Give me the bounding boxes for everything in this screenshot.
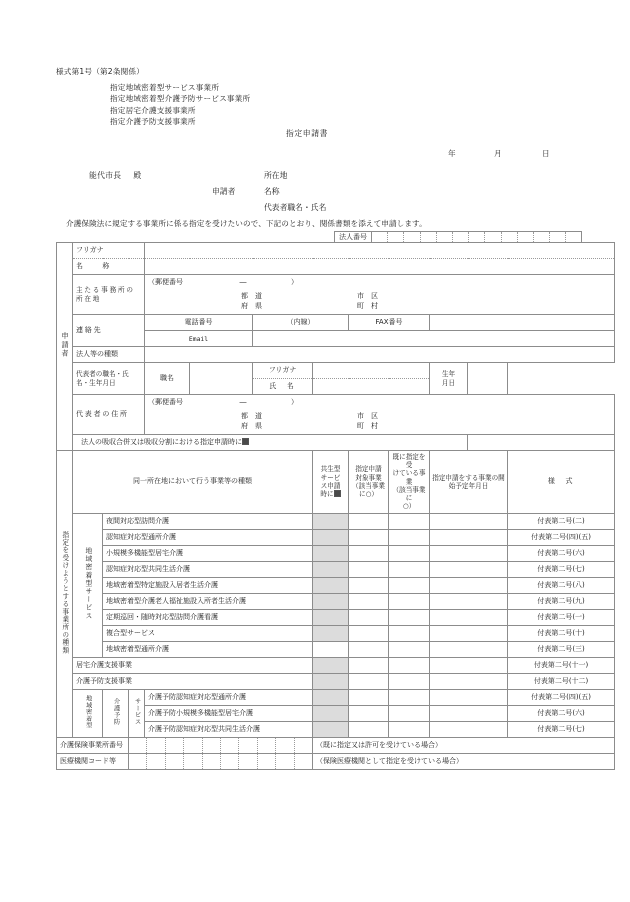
fax-label: FAX番号 bbox=[349, 315, 430, 331]
contact-label: 連絡先 bbox=[73, 315, 145, 347]
kyosei-cell[interactable] bbox=[313, 561, 349, 577]
kyosei-cell[interactable] bbox=[313, 673, 349, 689]
startdate-cell[interactable] bbox=[430, 689, 508, 705]
startdate-cell[interactable] bbox=[430, 625, 508, 641]
existing-cell[interactable] bbox=[389, 529, 430, 545]
table-row bbox=[57, 609, 615, 625]
target-cell[interactable] bbox=[349, 577, 389, 593]
insurance-office-number-note: （既に指定又は許可を受けている場合） bbox=[313, 737, 615, 753]
group-label-yobou-3: サービス bbox=[129, 689, 145, 737]
row-merger bbox=[57, 435, 615, 451]
email-label: Email bbox=[145, 331, 253, 347]
service-name: 複合型サービス bbox=[103, 625, 313, 641]
service-side-label: 指定を受けようとする事業所の種類 bbox=[57, 451, 73, 738]
postal-dash: ― bbox=[239, 278, 247, 287]
applicant-label: 申請者 bbox=[212, 187, 236, 196]
kyosei-cell[interactable] bbox=[313, 705, 349, 721]
form-code: 付表第二号(四)(五) bbox=[508, 689, 615, 705]
group-label-chiiki: 地域密着型サービス bbox=[73, 513, 103, 657]
table-row bbox=[57, 513, 615, 529]
existing-cell[interactable] bbox=[389, 673, 430, 689]
applicant-side-label: 申請者 bbox=[57, 243, 73, 451]
form-code: 付表第二号(九) bbox=[508, 593, 615, 609]
form-code: 付表第二号(二) bbox=[508, 513, 615, 529]
insurance-office-number-label: 介護保険事業所番号 bbox=[57, 737, 129, 753]
city-label: 市 区 町 村 bbox=[357, 292, 379, 310]
service-kind-header: 同一所在地において行う事業等の種類 bbox=[73, 451, 313, 514]
target-cell[interactable] bbox=[349, 625, 389, 641]
target-cell[interactable] bbox=[349, 689, 389, 705]
startdate-cell[interactable] bbox=[430, 609, 508, 625]
table-row bbox=[57, 577, 615, 593]
table-row bbox=[57, 641, 615, 657]
startdate-cell[interactable] bbox=[430, 673, 508, 689]
service-name: 地域密着型特定施設入居者生活介護 bbox=[103, 577, 313, 593]
addressee-name: 能代市長 bbox=[89, 171, 122, 180]
startdate-cell[interactable] bbox=[430, 529, 508, 545]
kyosei-cell[interactable] bbox=[313, 689, 349, 705]
row-corp-type bbox=[57, 347, 615, 363]
form-code: 付表第二号(一) bbox=[508, 609, 615, 625]
service-office-3: 指定介護予防支援事業所 bbox=[110, 117, 196, 127]
form-code: 付表第二号(十二) bbox=[508, 673, 615, 689]
document-title: 指定申請書 bbox=[286, 129, 328, 138]
phone-extension-label[interactable]: （内線） bbox=[253, 315, 349, 331]
form-code: 付表第二号(三) bbox=[508, 641, 615, 657]
startdate-cell[interactable] bbox=[430, 657, 508, 673]
table-row bbox=[57, 689, 615, 705]
target-cell[interactable] bbox=[349, 641, 389, 657]
row-rep-address bbox=[57, 395, 615, 411]
startdate-cell[interactable] bbox=[430, 593, 508, 609]
row-office-address bbox=[57, 275, 615, 291]
rep-pref-city-row[interactable] bbox=[145, 410, 615, 435]
addressee-honorific: 殿 bbox=[133, 171, 142, 180]
group-label-yobou-2: 介護予防 bbox=[103, 689, 129, 737]
form-code: 付表第二号(六) bbox=[508, 545, 615, 561]
existing-cell[interactable] bbox=[389, 577, 430, 593]
existing-cell[interactable] bbox=[389, 609, 430, 625]
service-name: 認知症対応型通所介護 bbox=[103, 529, 313, 545]
rep-furigana-label: フリガナ bbox=[253, 363, 313, 379]
service-name: 介護予防支援事業 bbox=[73, 673, 313, 689]
target-cell[interactable] bbox=[349, 705, 389, 721]
service-name: 定期巡回・随時対応型訪問介護看護 bbox=[103, 609, 313, 625]
kyosei-cell[interactable] bbox=[313, 625, 349, 641]
target-cell[interactable] bbox=[349, 513, 389, 529]
rep-postal-row[interactable] bbox=[145, 395, 615, 411]
startdate-cell[interactable] bbox=[430, 577, 508, 593]
table-row bbox=[57, 657, 615, 673]
startdate-cell[interactable] bbox=[430, 513, 508, 529]
group-label-yobou: 地域密着型 bbox=[73, 689, 103, 737]
form-code: 付表第二号(四)(五) bbox=[508, 529, 615, 545]
furigana-label: フリガナ bbox=[73, 243, 145, 259]
rep-position-label: 職名 bbox=[145, 363, 190, 395]
existing-cell[interactable] bbox=[389, 721, 430, 737]
rep-furigana-input[interactable] bbox=[313, 363, 430, 379]
startdate-cell[interactable] bbox=[430, 561, 508, 577]
existing-cell[interactable] bbox=[389, 657, 430, 673]
row-name bbox=[57, 259, 615, 275]
existing-cell[interactable] bbox=[389, 641, 430, 657]
insurance-office-number-cells[interactable] bbox=[129, 737, 313, 753]
kyosei-cell[interactable] bbox=[313, 593, 349, 609]
applicant-representative-label: 代表者職名・氏名 bbox=[264, 203, 327, 212]
target-cell[interactable] bbox=[349, 657, 389, 673]
target-cell[interactable] bbox=[349, 593, 389, 609]
target-cell[interactable] bbox=[349, 529, 389, 545]
service-name: 地域密着型介護老人福祉施設入所者生活介護 bbox=[103, 593, 313, 609]
rep-name-label: 氏 名 bbox=[253, 379, 313, 395]
kyosei-cell[interactable] bbox=[313, 529, 349, 545]
form-code: 付表第二号(六) bbox=[508, 705, 615, 721]
service-name: 介護予防認知症対応型共同生活介護 bbox=[145, 721, 313, 737]
kyosei-cell[interactable] bbox=[313, 513, 349, 529]
prefecture-label: 都 道 府 県 bbox=[241, 292, 263, 310]
addressee bbox=[89, 170, 142, 181]
applicant-name-label: 名称 bbox=[264, 187, 280, 196]
target-cell[interactable] bbox=[349, 609, 389, 625]
application-table bbox=[56, 242, 615, 770]
service-form-header: 様 式 bbox=[508, 451, 615, 514]
corp-type-label: 法人等の種類 bbox=[73, 347, 145, 363]
table-row bbox=[57, 673, 615, 689]
startdate-cell[interactable] bbox=[430, 545, 508, 561]
phone-label: 電話番号 bbox=[145, 315, 253, 331]
form-code: 付表第二号(十一) bbox=[508, 657, 615, 673]
rep-title-label: 代表者の職名・氏 名・生年月日 bbox=[73, 363, 145, 395]
merger-label: 法人の吸収合併又は吸収分割における指定申請時に bbox=[73, 435, 468, 451]
corp-type-input[interactable] bbox=[145, 347, 615, 363]
postal-label: （郵便番号 bbox=[148, 278, 184, 287]
existing-cell[interactable] bbox=[389, 705, 430, 721]
service-existing-header: 既に指定を受 けている事業 （該当事業に ○） bbox=[389, 451, 430, 514]
startdate-cell[interactable] bbox=[430, 721, 508, 737]
name-label: 名 称 bbox=[73, 259, 145, 275]
table-row bbox=[57, 561, 615, 577]
name-input[interactable] bbox=[145, 259, 615, 275]
kyosei-cell[interactable] bbox=[313, 657, 349, 673]
service-office-0: 指定地域密着型サービス事業所 bbox=[110, 83, 220, 92]
service-startdate-header: 指定申請をする事業の開始予定年月日 bbox=[430, 451, 508, 514]
row-insurance-office-number bbox=[57, 737, 615, 753]
rep-address-label: 代表者の住所 bbox=[73, 395, 145, 435]
service-name: 地域密着型通所介護 bbox=[103, 641, 313, 657]
form-code: 付表第二号(七) bbox=[508, 561, 615, 577]
fax-input[interactable] bbox=[430, 315, 615, 331]
date-day-label: 日 bbox=[542, 149, 550, 158]
target-cell[interactable] bbox=[349, 673, 389, 689]
existing-cell[interactable] bbox=[389, 593, 430, 609]
rep-prefecture-label: 都 道 府 県 bbox=[241, 412, 263, 430]
rep-name-input[interactable] bbox=[313, 379, 430, 395]
furigana-input[interactable] bbox=[145, 243, 615, 259]
table-row bbox=[57, 625, 615, 641]
lead-sentence: 介護保険法に規定する事業所に係る指定を受けたいので、下記のとおり、関係書類を添えて申請します。 bbox=[66, 219, 427, 228]
medical-code-label: 医療機関コード等 bbox=[57, 753, 129, 769]
merger-checkbox-icon[interactable] bbox=[242, 438, 249, 445]
medical-code-cells[interactable] bbox=[129, 753, 313, 769]
table-row bbox=[57, 545, 615, 561]
office-postal-row[interactable] bbox=[145, 275, 615, 291]
row-furigana bbox=[57, 243, 615, 259]
corporate-number-label: 法人番号 bbox=[334, 231, 371, 243]
form-code: 付表第二号(八) bbox=[508, 577, 615, 593]
date-year-label: 年 bbox=[448, 149, 456, 158]
date-month-label: 月 bbox=[494, 149, 502, 158]
service-name: 居宅介護支援事業 bbox=[73, 657, 313, 673]
target-cell[interactable] bbox=[349, 721, 389, 737]
service-name: 認知症対応型共同生活介護 bbox=[103, 561, 313, 577]
table-row bbox=[57, 593, 615, 609]
service-name: 介護予防認知症対応型通所介護 bbox=[145, 689, 313, 705]
rep-birth-input[interactable] bbox=[468, 363, 508, 395]
kyosei-cell[interactable] bbox=[313, 721, 349, 737]
email-input[interactable] bbox=[253, 331, 615, 347]
medical-code-note: （保険医療機関として指定を受けている場合） bbox=[313, 753, 615, 769]
target-cell[interactable] bbox=[349, 561, 389, 577]
service-target-header: 指定申請 対象事業 （該当事業 に○） bbox=[349, 451, 389, 514]
row-service-header bbox=[57, 451, 615, 514]
form-number: 様式第1号（第2条関係） bbox=[56, 67, 144, 76]
rep-position-input[interactable] bbox=[190, 363, 253, 395]
rep-postal-label: （郵便番号 bbox=[148, 398, 184, 407]
rep-postal-close: ） bbox=[290, 398, 298, 407]
postal-close: ） bbox=[290, 278, 298, 287]
kyosei-checkbox-icon[interactable] bbox=[334, 490, 341, 497]
existing-cell[interactable] bbox=[389, 513, 430, 529]
kyosei-cell[interactable] bbox=[313, 641, 349, 657]
row-medical-code bbox=[57, 753, 615, 769]
service-name: 小規模多機能型居宅介護 bbox=[103, 545, 313, 561]
office-pref-city-row[interactable] bbox=[145, 290, 615, 315]
service-name: 夜間対応型訪問介護 bbox=[103, 513, 313, 529]
existing-cell[interactable] bbox=[389, 561, 430, 577]
kyosei-cell[interactable] bbox=[313, 609, 349, 625]
service-office-list bbox=[110, 82, 250, 128]
kyosei-cell[interactable] bbox=[313, 577, 349, 593]
row-contact-phone bbox=[57, 315, 615, 331]
form-code: 付表第二号(十) bbox=[508, 625, 615, 641]
rep-birth-label: 生年 月日 bbox=[430, 363, 468, 395]
table-row bbox=[57, 529, 615, 545]
form-code: 付表第二号(七) bbox=[508, 721, 615, 737]
row-rep-furigana bbox=[57, 363, 615, 379]
merger-input[interactable] bbox=[468, 435, 615, 451]
startdate-cell[interactable] bbox=[430, 705, 508, 721]
existing-cell[interactable] bbox=[389, 545, 430, 561]
applicant-address-label: 所在地 bbox=[264, 171, 288, 180]
kyosei-cell[interactable] bbox=[313, 545, 349, 561]
target-cell[interactable] bbox=[349, 545, 389, 561]
office-address-label: 主たる事務所の 所在地 bbox=[73, 275, 145, 315]
service-kyosei-header: 共生型 サービ ス申請 時に bbox=[313, 451, 349, 514]
existing-cell[interactable] bbox=[389, 689, 430, 705]
service-name: 介護予防小規模多機能型居宅介護 bbox=[145, 705, 313, 721]
existing-cell[interactable] bbox=[389, 625, 430, 641]
service-office-1: 指定地域密着型介護予防サービス事業所 bbox=[110, 94, 251, 104]
service-office-2: 指定居宅介護支援事業所 bbox=[110, 105, 196, 115]
rep-postal-dash: ― bbox=[239, 398, 247, 407]
rep-city-label: 市 区 町 村 bbox=[357, 412, 379, 430]
startdate-cell[interactable] bbox=[430, 641, 508, 657]
